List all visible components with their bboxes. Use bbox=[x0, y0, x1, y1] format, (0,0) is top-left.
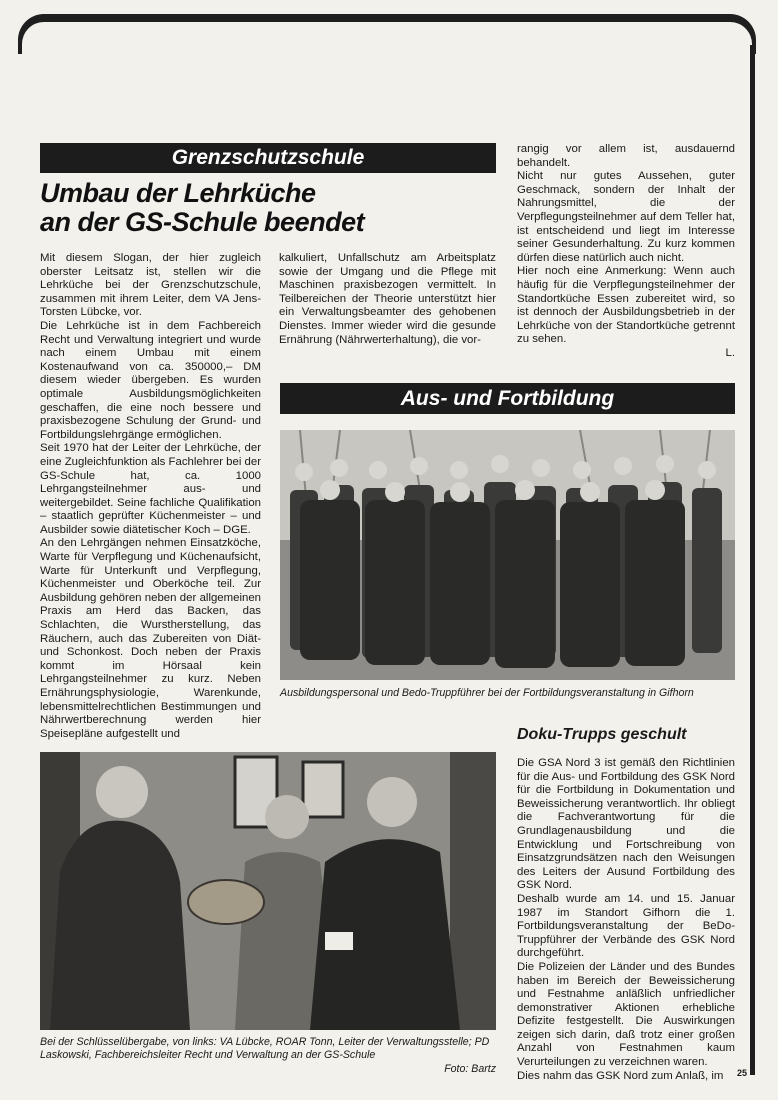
page-right-border bbox=[750, 45, 755, 1075]
paragraph: An den Lehrgängen nehmen Einsatzköche, Warte für Verpflegung und Küchenaufsicht, Warte für Unterkunft und Verpflegung, Küchenmeister und Oberköche teil. Zur Ausbildung gehören neben der allgemeinen Praxis am Herd das Backen, das Schlachten, die Wurstherstellung, das Räuchern, auch das Zubereiten von Diät- und Schonkost. Doch neben der Praxis kommt im Hörsaal kein Lehrgangsteilnehmer zu kurz. Neben Ernährungsphysiologie, Warenkunde, lebensmittelrechtlichen Bestimmungen und Nährwertberechnung werden hier Speisepläne aufgestellt und bbox=[40, 537, 261, 740]
handover-photo-illustration bbox=[40, 752, 496, 1030]
doku-column bbox=[517, 757, 735, 1083]
paragraph: kalkuliert, Unfallschutz am Arbeitsplatz sowie der Umgang und die Pflege mit Maschinen praxisbezogen vermittelt. In Teilbereichen der Theorie unterstützt hier ein Verwaltungsbeamter des gehobenen Dienstes. Immer wieder wird die gesunde Ernährung (Nährwerterhaltung), die vor- bbox=[279, 252, 496, 346]
group-photo-caption: Ausbildungspersonal und Bedo-Truppführer bei der Fortbildungsveranstaltung in Gifhorn bbox=[280, 687, 694, 699]
paragraph: Mit diesem Slogan, der hier zugleich oberster Leitsatz ist, stellen wir die Lehrküche bei der Grenzschutzschule, zusammen mit ihrem Leiter, dem VA Jens-Torsten Lübcke, vor. bbox=[40, 252, 261, 319]
section2-title-bar bbox=[280, 383, 735, 414]
headline-line-1: Umbau der Lehrküche bbox=[40, 178, 316, 208]
paragraph: Hier noch eine Anmerkung: Wenn auch häufig für die Verpflegungsteilnehmer der Standortküche Essen zubereitet wird, so ist dennoch der Ausbildungsbetrieb in der Lehrküche von der Standortküche getrennt zu sehen. bbox=[517, 265, 735, 346]
page-number: 25 bbox=[737, 1068, 748, 1078]
section-title: Grenzschutzschule bbox=[171, 146, 365, 169]
paragraph: Die Lehrküche ist in dem Fachbereich Recht und Verwaltung integriert und wurde nach einem Umbau mit einem Kostenaufwand von ca. 350000,– DM diesem wieder übergeben. Es wurden optimale Ausbildungsmöglichkeiten geschaffen, die eine noch bessere und praxisbezogene Schulung der Grund- und Fortbildungslehrgänge ermöglichen. bbox=[40, 319, 261, 441]
paragraph: Die Polizeien der Länder und des Bundes haben im Bereich der Beweissicherung und Festnahme anläßlich unfriedlicher demonstrativer Aktionen erhebliche Defizite festgestellt. Die Auswirkungen zeigen sich darin, daß trotz einer großen Anzahl von Festnahmen kaum Verurteilungen zu verzeichnen waren. bbox=[517, 960, 735, 1069]
left-column bbox=[40, 252, 261, 741]
handover-photo-caption: Bei der Schlüsselübergabe, von links: VA Lübcke, ROAR Tonn, Leiter der Verwaltungsstelle; PD Laskowski, Fachbereichsleiter Recht und Verwaltung an der GS-Schule bbox=[40, 1036, 490, 1061]
group-photo bbox=[280, 430, 735, 680]
paragraph: Die GSA Nord 3 ist gemäß den Richtlinien für die Aus- und Fortbildung des GSK Nord für die Fortbildung in Dokumentation und Beweissicherung verantwortlich. Ihr obliegt die Fachverantwortung für die Grundlagenausbildung und die Entwicklung und Fortschreibung von Einsatzgrundsätzen nach den Weisungen des Leiters der Ausund Fortbildung des GSK Nord. bbox=[517, 757, 735, 892]
headline bbox=[40, 179, 500, 237]
author-initial: L. bbox=[725, 346, 735, 359]
middle-column bbox=[279, 252, 496, 347]
section-title-bar bbox=[40, 143, 496, 173]
section2-title: Aus- und Fortbildung bbox=[400, 387, 615, 410]
sub-headline: Doku-Trupps geschult bbox=[517, 726, 687, 743]
paragraph: Nicht nur gutes Aussehen, guter Geschmack, sondern der Inhalt der Nahrungsmittel, die der Verpflegungsteilnehmer auf dem Teller hat, ist entscheidend und liegt im Interesse seiner Gesunderhaltung. Zu kurz kommen dürfen diese natürlich auch nicht. bbox=[517, 170, 735, 264]
photo-credit: Foto: Bartz bbox=[444, 1063, 496, 1075]
handover-photo bbox=[40, 752, 496, 1030]
page-top-border-inner bbox=[22, 22, 752, 62]
headline-line-2: an der GS-Schule beendet bbox=[40, 207, 365, 237]
right-column bbox=[517, 143, 735, 361]
group-photo-illustration bbox=[280, 430, 735, 680]
paragraph: Seit 1970 hat der Leiter der Lehrküche, der eine Zugleichfunktion als Fachlehrer bei der GS-Schule hat, ca. 1000 Lehrgangsteilnehmer aus- und weitergebildet. Seine fachliche Qualifikation – staatlich geprüfter Küchenmeister – und Ausbilder sowie diätetischer Koch – DGE. bbox=[40, 442, 261, 536]
paragraph: Deshalb wurde am 14. und 15. Januar 1987 im Standort Gifhorn die 1. Fortbildungsveranstaltung der BeDo-Truppführer der Verbände des GSK Nord durchgeführt. bbox=[517, 892, 735, 960]
paragraph: rangig vor allem ist, ausdauernd behandelt. bbox=[517, 143, 735, 169]
paragraph: Dies nahm das GSK Nord zum Anlaß, im bbox=[517, 1069, 724, 1082]
